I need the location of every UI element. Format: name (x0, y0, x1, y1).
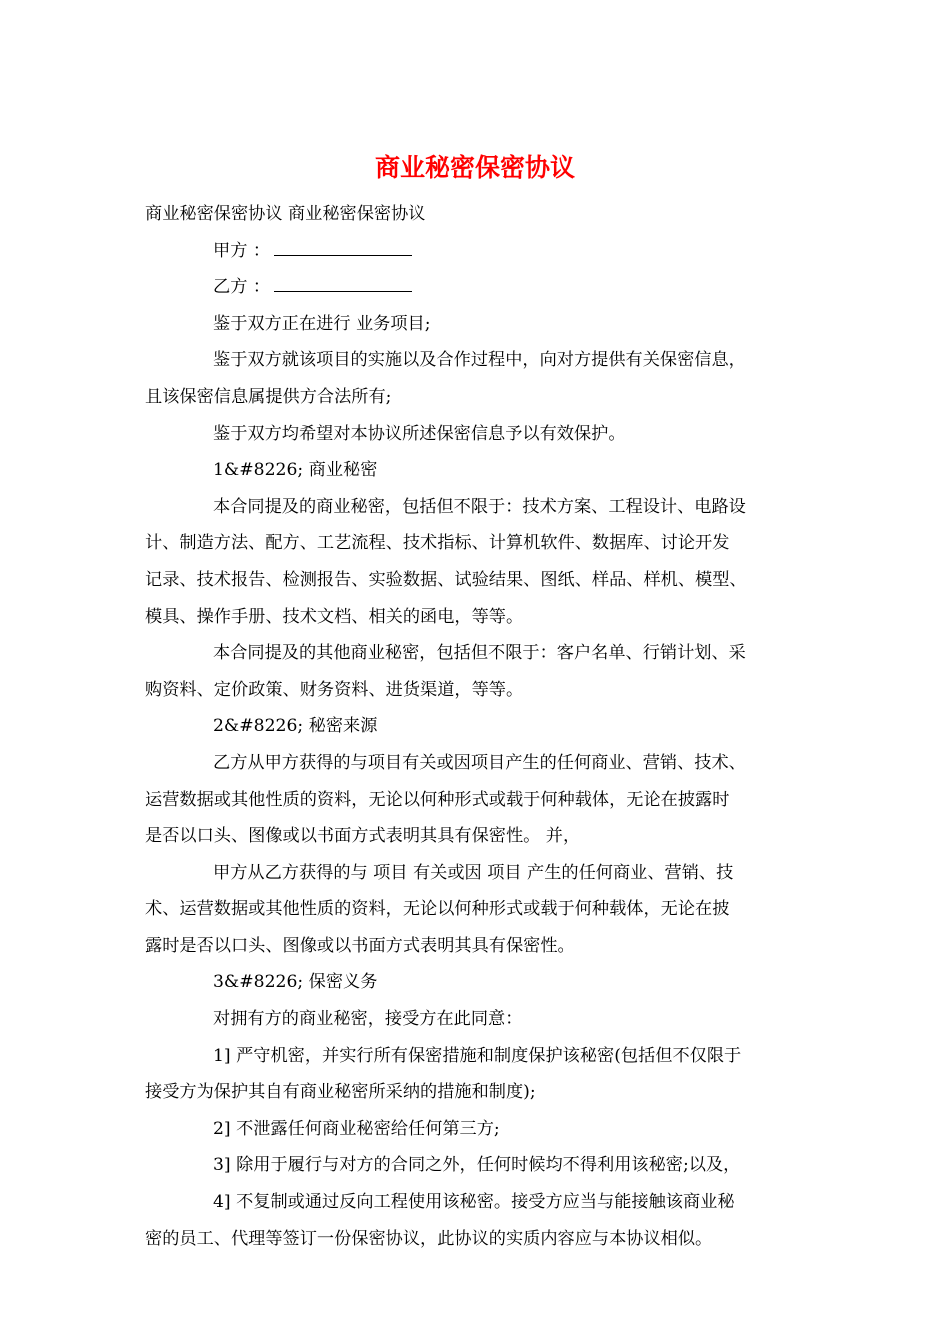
paragraph-line: 术、运营数据或其他性质的资料，无论以何种形式或载于何种载体，无论在披 (145, 899, 730, 920)
paragraph-line: 1] 严守机密，并实行所有保密措施和制度保护该秘密(包括但不仅限于 (213, 1045, 742, 1066)
paragraph-line: 4] 不复制或通过反向工程使用该秘密。接受方应当与能接触该商业秘 (213, 1192, 735, 1213)
paragraph-line: 计、制造方法、配方、工艺流程、技术指标、计算机软件、数据库、讨论开发 (145, 533, 730, 554)
document-title: 商业秘密保密协议 (374, 153, 575, 182)
paragraph-line: 甲方从乙方获得的与 项目 有关或因 项目 产生的任何商业、营销、技 (213, 862, 734, 883)
section-heading: 2&#8226; 秘密来源 (213, 716, 378, 737)
paragraph-line: 购资料、定价政策、财务资料、进货渠道，等等。 (145, 679, 524, 700)
paragraph-line: 接受方为保护其自有商业秘密所采纳的措施和制度); (145, 1082, 536, 1103)
section-heading: 3&#8226; 保密义务 (213, 972, 378, 993)
paragraph-line: 本合同提及的商业秘密，包括但不限于：技术方案、工程设计、电路设 (213, 496, 746, 517)
party-b-label: 乙方 ： (213, 277, 271, 298)
paragraph-line: 2] 不泄露任何商业秘密给任何第三方; (213, 1118, 500, 1139)
section-heading: 1&#8226; 商业秘密 (213, 460, 378, 481)
paragraph-line: 模具、操作手册、技术文档、相关的函电，等等。 (145, 606, 524, 627)
paragraph-line: 鉴于双方正在进行 业务项目; (213, 313, 431, 334)
paragraph-line: 且该保密信息属提供方合法所有; (145, 386, 392, 407)
party-b-line (145, 269, 813, 306)
party-a-blank (274, 237, 412, 256)
party-b-blank (274, 273, 412, 292)
paragraph-line: 3] 除用于履行与对方的合同之外，任何时候均不得利用该秘密;以及， (213, 1155, 741, 1176)
party-a-line (145, 233, 813, 270)
paragraph-line: 乙方从甲方获得的与项目有关或因项目产生的任何商业、营销、技术、 (213, 752, 746, 773)
paragraph-line: 鉴于双方均希望对本协议所述保密信息予以有效保护。 (213, 423, 626, 444)
subtitle-line: 商业秘密保密协议 商业秘密保密协议 (145, 204, 426, 224)
paragraph-line: 是否以口头、图像或以书面方式表明其具有保密性。 并， (145, 826, 581, 847)
document-body (145, 196, 813, 1257)
paragraph-line: 露时是否以口头、图像或以书面方式表明其具有保密性。 (145, 935, 575, 956)
paragraph-line: 运营数据或其他性质的资料，无论以何种形式或载于何种载体，无论在披露时 (145, 789, 730, 810)
paragraph-line: 对拥有方的商业秘密，接受方在此同意： (213, 1009, 523, 1030)
paragraph-line: 密的员工、代理等签订一份保密协议，此协议的实质内容应与本协议相似。 (145, 1228, 713, 1249)
party-a-label: 甲方 ： (213, 240, 271, 261)
paragraph-line: 记录、技术报告、检测报告、实验数据、试验结果、图纸、样品、样机、模型、 (145, 569, 747, 590)
paragraph-line: 本合同提及的其他商业秘密，包括但不限于：客户名单、行销计划、采 (213, 643, 746, 664)
paragraph-line: 鉴于双方就该项目的实施以及合作过程中，向对方提供有关保密信息， (213, 350, 746, 371)
